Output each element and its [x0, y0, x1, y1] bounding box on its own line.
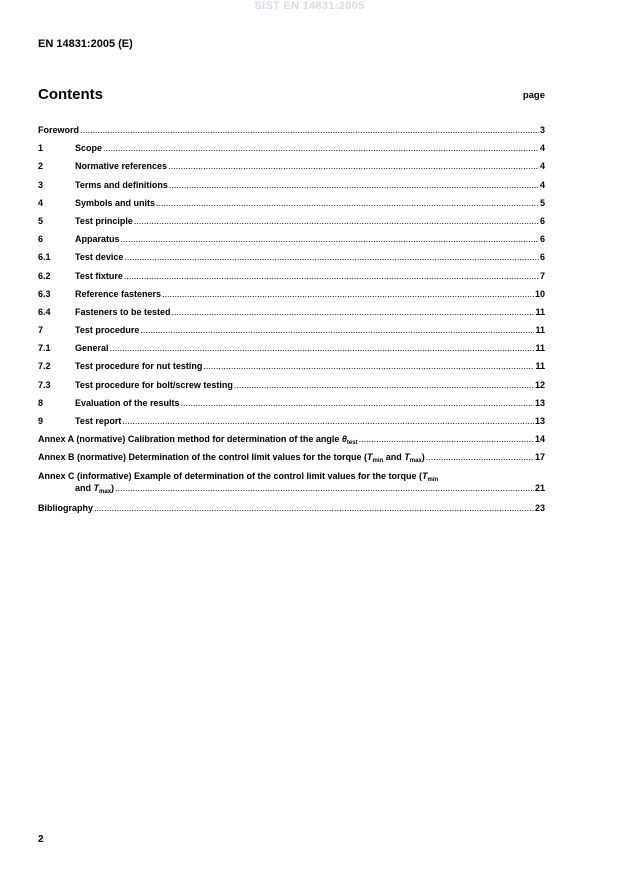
toc-entry-number: 7.2: [38, 361, 51, 372]
toc-entry-annex-c[interactable]: [38, 470, 545, 502]
leader-dots: [234, 379, 534, 391]
leader-dots: [121, 233, 539, 245]
toc-entry-page: 17: [534, 452, 545, 463]
watermark: SIST EN 14831:2005: [254, 0, 365, 12]
toc-entry[interactable]: [38, 142, 545, 160]
toc-entry-number: 8: [38, 397, 44, 408]
toc-entry-number: 7: [38, 325, 44, 336]
toc-entry-page: 11: [535, 343, 545, 354]
toc-entry-page: 4: [539, 161, 545, 172]
toc-entry-page: 21: [534, 482, 545, 493]
toc-entry-label: Test principle: [75, 215, 133, 226]
toc-entry[interactable]: [38, 415, 545, 433]
toc-entry-label: General: [75, 343, 109, 354]
toc-entry-label: Test device: [75, 252, 124, 263]
toc-entry-page: 10: [534, 288, 545, 299]
leader-dots: [124, 270, 539, 282]
leader-dots: [162, 288, 534, 300]
toc-entry-number: 6.3: [38, 288, 51, 299]
toc-entry[interactable]: [38, 160, 545, 178]
toc-entry-label: Test procedure for nut testing: [75, 361, 203, 372]
toc-entry-label: Test procedure: [75, 325, 140, 336]
leader-dots: [140, 324, 534, 336]
toc-entry-label: Annex B (normative) Determination of the control limit values for the torque ($T_{min}$ and $T_{max}$): [38, 452, 425, 465]
page-column-label: page: [522, 90, 545, 101]
leader-dots: [110, 342, 535, 354]
leader-dots: [124, 251, 539, 263]
toc-entry-label: Test procedure for bolt/screw testing: [75, 379, 233, 390]
toc-entry-label-line2: and $T_{max}$) ..... 21: [38, 482, 545, 494]
toc-entry-page: 3: [539, 125, 545, 135]
table-of-contents: [38, 124, 545, 520]
leader-dots: [426, 451, 534, 463]
toc-entry-label: Test fixture: [75, 270, 123, 281]
toc-entry-page: 13: [534, 416, 545, 426]
toc-entry-label: Test report: [75, 416, 122, 426]
page-number: 2: [38, 834, 44, 845]
toc-entry-number: 6.2: [38, 270, 51, 281]
leader-dots: [115, 482, 534, 494]
toc-entry-number: 6: [38, 234, 44, 245]
toc-entry-page: 12: [534, 379, 545, 390]
leader-dots: [103, 142, 539, 154]
toc-entry-page: 7: [539, 270, 545, 281]
leader-dots: [80, 124, 539, 136]
toc-entry-page: 14: [534, 434, 545, 445]
toc-entry[interactable]: [38, 306, 545, 324]
toc-entry-label: Reference fasteners: [75, 288, 162, 299]
toc-entry-annex-b[interactable]: [38, 451, 545, 469]
toc-entry-label: Normative references: [75, 161, 168, 172]
toc-entry[interactable]: [38, 360, 545, 378]
toc-entry-number: 3: [38, 179, 44, 190]
toc-entry-label: Terms and definitions: [75, 179, 168, 190]
leader-dots: [134, 215, 539, 227]
toc-entry-number: 7.1: [38, 343, 51, 354]
toc-entry[interactable]: [38, 288, 545, 306]
toc-entry[interactable]: [38, 324, 545, 342]
toc-entry-page: 4: [539, 143, 545, 154]
toc-entry-label: Foreword: [38, 125, 80, 135]
toc-entry-page: 5: [539, 197, 545, 208]
toc-entry-number: 1: [38, 143, 44, 154]
toc-entry-number: 9: [38, 416, 44, 426]
toc-entry-label: Symbols and units: [75, 197, 156, 208]
toc-entry[interactable]: [38, 179, 545, 197]
toc-entry[interactable]: [38, 215, 545, 233]
toc-entry-number: 4: [38, 197, 44, 208]
toc-entry-label: Fasteners to be tested: [75, 306, 171, 317]
toc-entry-number: 5: [38, 215, 44, 226]
toc-entry-label: Annex A (normative) Calibration method for determination of the angle $\theta_{test}$: [38, 434, 358, 447]
toc-entry-page: 6: [539, 234, 545, 245]
leader-dots: [181, 397, 534, 409]
toc-entry-number: 2: [38, 161, 44, 172]
contents-title: Contents: [38, 86, 103, 103]
toc-entry[interactable]: [38, 379, 545, 397]
leader-dots: [172, 306, 535, 318]
document-id: EN 14831:2005 (E): [38, 38, 133, 50]
toc-entry-page: 6: [539, 215, 545, 226]
toc-entry-annex-a[interactable]: [38, 433, 545, 451]
toc-entry-label: Apparatus: [75, 234, 120, 245]
toc-entry[interactable]: [38, 270, 545, 288]
leader-dots: [122, 415, 534, 427]
toc-entry-label: Scope: [75, 143, 103, 154]
leader-dots: [168, 160, 539, 172]
toc-entry[interactable]: [38, 197, 545, 215]
toc-entry[interactable]: [38, 233, 545, 251]
toc-entry-label-line1: Annex C (informative) Example of determination of the control limit values for the torque ($T_{min}$: [38, 470, 439, 483]
toc-entry-page: 11: [535, 306, 545, 317]
leader-dots: [359, 433, 534, 445]
toc-entry-bibliography[interactable]: [38, 502, 545, 520]
toc-entry-page: 6: [539, 252, 545, 263]
leader-dots: [203, 360, 534, 372]
toc-entry-number: 7.3: [38, 379, 51, 390]
toc-entry[interactable]: [38, 397, 545, 415]
toc-entry[interactable]: [38, 342, 545, 360]
toc-entry-label: Evaluation of the results: [75, 397, 180, 408]
leader-dots: [156, 197, 539, 209]
toc-entry-page: 11: [535, 361, 545, 372]
toc-entry[interactable]: [38, 124, 545, 142]
toc-entry-page: 13: [534, 397, 545, 408]
leader-dots: [169, 179, 539, 191]
toc-entry-page: 23: [534, 502, 545, 513]
toc-entry-number: 6.4: [38, 306, 51, 317]
leader-dots: [94, 502, 534, 514]
toc-entry-label: Bibliography: [38, 502, 94, 513]
toc-entry-number: 6.1: [38, 252, 51, 263]
toc-entry[interactable]: [38, 251, 545, 269]
toc-entry-page: 4: [539, 179, 545, 190]
toc-entry-page: 11: [535, 325, 545, 336]
